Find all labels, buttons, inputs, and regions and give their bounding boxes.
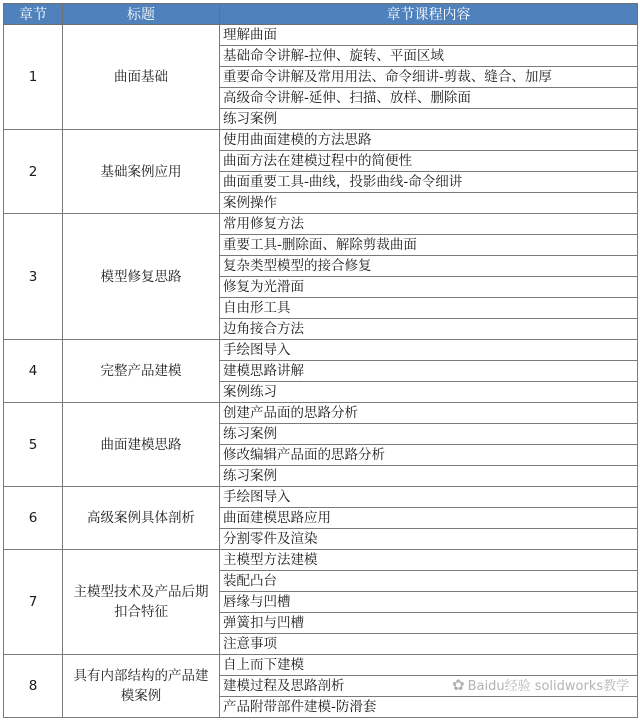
- content-item: 弹簧扣与凹槽: [220, 613, 638, 634]
- table-row: [4, 403, 638, 424]
- content-item: 练习案例: [220, 424, 638, 445]
- paw-icon: ✿: [452, 676, 465, 694]
- table-row: [4, 655, 638, 676]
- header-content: 章节课程内容: [220, 4, 638, 25]
- content-item: 分割零件及渲染: [220, 529, 638, 550]
- watermark-text: Baidu经验 solidworks教学: [467, 679, 630, 694]
- chapter-number: 5: [4, 403, 63, 487]
- chapter-title: 曲面基础: [63, 25, 220, 130]
- content-item: 注意事项: [220, 634, 638, 655]
- table-row: [4, 550, 638, 571]
- chapter-number: 7: [4, 550, 63, 655]
- content-item: 建模思路讲解: [220, 361, 638, 382]
- chapter-title: 曲面建模思路: [63, 403, 220, 487]
- content-item: 手绘图导入: [220, 340, 638, 361]
- content-item: 理解曲面: [220, 25, 638, 46]
- content-item: 手绘图导入: [220, 487, 638, 508]
- table-row: [4, 487, 638, 508]
- content-item: 修复为光滑面: [220, 277, 638, 298]
- content-item: 曲面重要工具-曲线，投影曲线-命令细讲: [220, 172, 638, 193]
- content-item: 高级命令讲解-延伸、扫描、放样、删除面: [220, 88, 638, 109]
- watermark: [452, 675, 629, 694]
- content-item: 修改编辑产品面的思路分析: [220, 445, 638, 466]
- content-item: 建模过程及思路剖析: [220, 676, 638, 697]
- content-item: 使用曲面建模的方法思路: [220, 130, 638, 151]
- content-item: 复杂类型模型的接合修复: [220, 256, 638, 277]
- content-item: 自上而下建模: [220, 655, 638, 676]
- table-row: [4, 340, 638, 361]
- chapter-title: 完整产品建模: [63, 340, 220, 403]
- header-chapter: 章节: [4, 4, 63, 25]
- chapter-number: 6: [4, 487, 63, 550]
- content-item: 边角接合方法: [220, 319, 638, 340]
- content-item: 装配凸台: [220, 571, 638, 592]
- chapter-number: 4: [4, 340, 63, 403]
- chapter-number: 2: [4, 130, 63, 214]
- chapter-title: 具有内部结构的产品建模案例: [63, 655, 220, 718]
- content-item: 产品附带部件建模-防滑套: [220, 697, 638, 718]
- chapter-title: 主模型技术及产品后期扣合特征: [63, 550, 220, 655]
- content-item: 案例操作: [220, 193, 638, 214]
- content-item: 曲面方法在建模过程中的简便性: [220, 151, 638, 172]
- chapter-title: 高级案例具体剖析: [63, 487, 220, 550]
- chapter-title: 基础案例应用: [63, 130, 220, 214]
- content-item: 练习案例: [220, 109, 638, 130]
- header-row: [4, 4, 638, 25]
- content-item: 常用修复方法: [220, 214, 638, 235]
- chapter-title: 模型修复思路: [63, 214, 220, 340]
- course-table-body: [4, 25, 638, 718]
- content-item: 基础命令讲解-拉伸、旋转、平面区域: [220, 46, 638, 67]
- content-item: 曲面建模思路应用: [220, 508, 638, 529]
- chapter-number: 3: [4, 214, 63, 340]
- content-item: 创建产品面的思路分析: [220, 403, 638, 424]
- content-item: 案例练习: [220, 382, 638, 403]
- content-item: 重要工具-删除面、解除剪裁曲面: [220, 235, 638, 256]
- table-row: [4, 25, 638, 46]
- content-item: 重要命令讲解及常用用法、命令细讲-剪裁、缝合、加厚: [220, 67, 638, 88]
- content-item: 练习案例: [220, 466, 638, 487]
- chapter-number: 1: [4, 25, 63, 130]
- table-row: [4, 130, 638, 151]
- course-table-container: [3, 3, 637, 718]
- table-row: [4, 214, 638, 235]
- content-item: 自由形工具: [220, 298, 638, 319]
- header-title: 标题: [63, 4, 220, 25]
- content-item: 唇缘与凹槽: [220, 592, 638, 613]
- chapter-number: 8: [4, 655, 63, 718]
- course-table: [3, 3, 638, 718]
- content-item: 主模型方法建模: [220, 550, 638, 571]
